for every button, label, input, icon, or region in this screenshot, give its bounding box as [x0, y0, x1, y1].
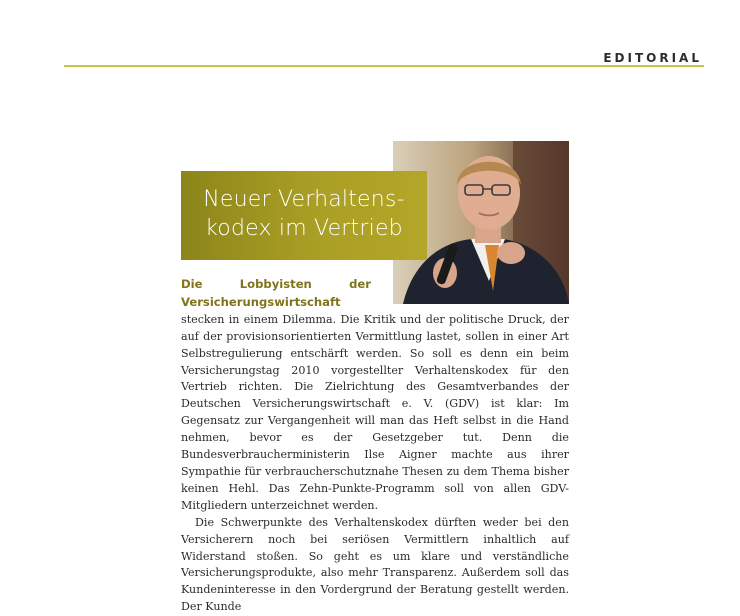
article-title-line-2: kodex im Vertrieb: [205, 216, 403, 241]
section-label: EDITORIAL: [603, 51, 702, 65]
article-body: [181, 276, 569, 616]
header-rule: [64, 65, 704, 67]
paragraph-2: Die Schwerpunkte des Verhaltenskodex dürften weder bei den Versicherern noch bei seriösen Vermittlern inhaltlich auf Widerstand stoßen. So geht es um klare und verständliche Versicherungsprodukte, also mehr Transparenz. Außerdem soll das Kundeninteresse in den Vordergrund der Beratung gestellt werden. Der Kunde: [181, 515, 569, 614]
paragraph-1-text: stecken in einem Dilemma. Die Kritik und der politische Druck, der auf der provisionsorientierten Vermittlung lastet, sollen in einer Art Selbstregulierung entschärft werden. So soll es denn ein beim Versicherungstag 2010 vorgestellter Verhaltenskodex für den Vertrieb richten. Die Zielrichtung des Gesamtverbandes der Deutschen Versicherungswirtschaft e. V. (GDV) ist klar: Im Gegensatz zur Vergangenheit will man das Heft selbst in die Hand nehmen, bevor es der Gesetzgeber tut. Denn die Bundesverbraucherministerin Ilse Aigner machte aus ihrer Sympathie für verbraucherschutznahe Thesen zu dem Thema bisher keinen Hehl. Das Zehn-Punkte-Programm soll von allen GDV-Mitgliedern unterzeichnet werden.: [181, 312, 569, 512]
article-title-line-1: Neuer Verhaltens-: [203, 187, 405, 212]
photo-wrap-spacer: [371, 276, 569, 304]
paragraph-1: [181, 276, 569, 515]
lead-in: Die Lobbyisten der Versicherungswirtschaft: [181, 277, 371, 309]
article-title-box: [181, 171, 427, 260]
